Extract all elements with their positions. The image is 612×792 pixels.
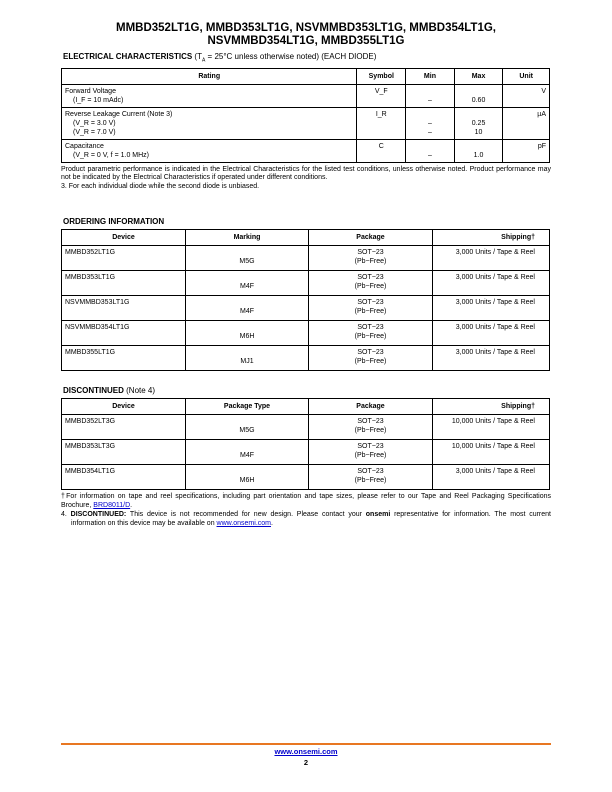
shipping-text: 3,000 Units / Tape & Reel	[455, 324, 535, 332]
device-text: MMBD353LT1G	[65, 274, 116, 282]
max-text: 0.25	[471, 119, 486, 127]
max-text: 1.0	[473, 151, 484, 159]
header-text: Package	[356, 234, 385, 242]
max-text: 0.60	[471, 96, 486, 104]
electrical-heading	[63, 52, 551, 66]
shipping-text: 3,000 Units / Tape & Reel	[455, 274, 535, 282]
rating-text: Forward Voltage	[65, 87, 116, 95]
performance-note: Product parametric performance is indicated in the Electrical Characteristics for the listed test conditions, unless otherwise noted. Product performance may not be indicated by the Electrical Characteristics if operated under different conditions.	[61, 165, 551, 182]
ordering-heading: ORDERING INFORMATION	[63, 217, 165, 227]
table-row	[62, 107, 550, 139]
table-row	[62, 246, 550, 271]
header-text: Marking	[233, 234, 261, 242]
header-text: Unit	[519, 72, 533, 80]
marking-text: M6H	[239, 477, 255, 485]
column-header	[62, 68, 357, 84]
marking-text: M4F	[240, 308, 254, 316]
marking-text: MJ1	[240, 358, 254, 366]
max-text: 10	[474, 128, 483, 136]
header-text: Device	[112, 234, 135, 242]
symbol-text: V_F	[374, 87, 388, 95]
package-text: SOT−23 (Pb−Free)	[354, 249, 387, 266]
device-text: MMBD352LT1G	[65, 249, 116, 257]
column-header	[406, 68, 455, 84]
note-4: 4. DISCONTINUED: This device is not recommended for new design. Please contact your onsemi representative for information. The most current information on this device may be available on www.onsemi.com.	[61, 511, 551, 527]
package-text: SOT−23 (Pb−Free)	[354, 468, 387, 485]
note-3: 3. For each individual diode while the second diode is unbiased.	[61, 182, 260, 190]
package-text: SOT−23 (Pb−Free)	[354, 324, 387, 341]
device-text: NSVMMBD353LT1G	[65, 299, 130, 307]
brd8011-link[interactable]: BRD8011/D	[93, 501, 131, 509]
condition-text: (V_R = 7.0 V)	[73, 128, 116, 136]
table-row	[62, 321, 550, 346]
column-header	[357, 68, 406, 84]
column-header	[309, 230, 433, 246]
shipping-footnote: †For information on tape and reel specifications, including part orientation and tape sizes, please refer to our Tape and Reel Packaging Specifications Brochure, BRD8011/D.	[61, 493, 551, 509]
min-text: –	[428, 151, 432, 159]
page-title	[0, 22, 612, 48]
min-text: –	[428, 119, 432, 127]
column-header	[186, 230, 309, 246]
onsemi-link[interactable]: www.onsemi.com	[216, 519, 271, 527]
column-header	[503, 68, 550, 84]
device-text: MMBD354LT1G	[65, 468, 116, 476]
column-header	[454, 68, 503, 84]
discontinued-table	[61, 398, 550, 490]
page-number: 2	[303, 758, 309, 767]
condition-text: (I_F = 10 mAdc)	[73, 96, 124, 104]
table-row	[62, 139, 550, 162]
rating-text: Reverse Leakage Current (Note 3)	[65, 110, 173, 118]
device-text: NSVMMBD354LT1G	[65, 324, 130, 332]
footer-url-link[interactable]: www.onsemi.com	[274, 747, 338, 756]
min-text: –	[428, 128, 432, 136]
footer-rule	[61, 743, 551, 745]
column-header	[309, 399, 433, 415]
package-text: SOT−23 (Pb−Free)	[354, 349, 387, 366]
table-row	[62, 271, 550, 296]
device-text: MMBD355LT1G	[65, 349, 116, 357]
marking-text: M4F	[240, 452, 254, 460]
unit-text: V	[541, 87, 546, 95]
column-header	[433, 399, 550, 415]
heading-condition: ($T_A = 25^\circ C$ unless otherwise noted) (EACH DIODE)	[194, 52, 377, 64]
shipping-text: 10,000 Units / Tape & Reel	[451, 418, 535, 426]
shipping-text: 3,000 Units / Tape & Reel	[455, 299, 535, 307]
marking-text: M5G	[239, 427, 255, 435]
shipping-text: 3,000 Units / Tape & Reel	[455, 249, 535, 257]
discontinued-heading: DISCONTINUED (Note 4)	[63, 386, 156, 396]
table-row	[62, 84, 550, 107]
condition-text: (V_R = 3.0 V)	[73, 119, 116, 127]
header-text: Shipping†	[501, 234, 535, 242]
table-row	[62, 346, 550, 371]
table-row	[62, 465, 550, 490]
heading-text: ELECTRICAL CHARACTERISTICS	[63, 52, 193, 61]
header-text: Device	[112, 403, 135, 411]
column-header	[433, 230, 550, 246]
shipping-text: 3,000 Units / Tape & Reel	[455, 349, 535, 357]
device-text: MMBD352LT3G	[65, 418, 116, 426]
header-text: Symbol	[368, 72, 394, 80]
title-line: MMBD352LT1G, MMBD353LT1G, NSVMMBD353LT1G, MMBD354LT1G,	[116, 22, 496, 34]
min-text: –	[428, 96, 432, 104]
column-header	[186, 399, 309, 415]
marking-text: M6H	[239, 333, 255, 341]
unit-text: pF	[537, 142, 546, 150]
package-text: SOT−23 (Pb−Free)	[354, 418, 387, 435]
symbol-text: C	[378, 142, 384, 150]
header-text: Shipping†	[501, 403, 535, 411]
table-row	[62, 415, 550, 440]
title-line: NSVMMBD354LT1G, MMBD355LT1G	[207, 35, 405, 47]
header-text: Min	[423, 72, 436, 80]
header-text: Rating	[198, 72, 221, 80]
unit-text: µA	[537, 110, 546, 118]
column-header	[62, 399, 186, 415]
package-text: SOT−23 (Pb−Free)	[354, 443, 387, 460]
device-text: MMBD353LT3G	[65, 443, 116, 451]
column-header	[62, 230, 186, 246]
symbol-text: I_R	[375, 110, 387, 118]
header-text: Package	[356, 403, 385, 411]
shipping-text: 3,000 Units / Tape & Reel	[455, 468, 535, 476]
condition-text: (V_R = 0 V, f = 1.0 MHz)	[73, 151, 149, 159]
marking-text: M4F	[240, 283, 254, 291]
marking-text: M5G	[239, 258, 255, 266]
table-row	[62, 440, 550, 465]
ordering-table	[61, 229, 550, 371]
package-text: SOT−23 (Pb−Free)	[354, 274, 387, 291]
rating-text: Capacitance	[65, 142, 104, 150]
header-text: Package Type	[223, 403, 271, 411]
shipping-text: 10,000 Units / Tape & Reel	[451, 443, 535, 451]
content	[61, 52, 551, 528]
table-row	[62, 296, 550, 321]
header-text: Max	[471, 72, 486, 80]
electrical-table	[61, 68, 550, 163]
package-text: SOT−23 (Pb−Free)	[354, 299, 387, 316]
